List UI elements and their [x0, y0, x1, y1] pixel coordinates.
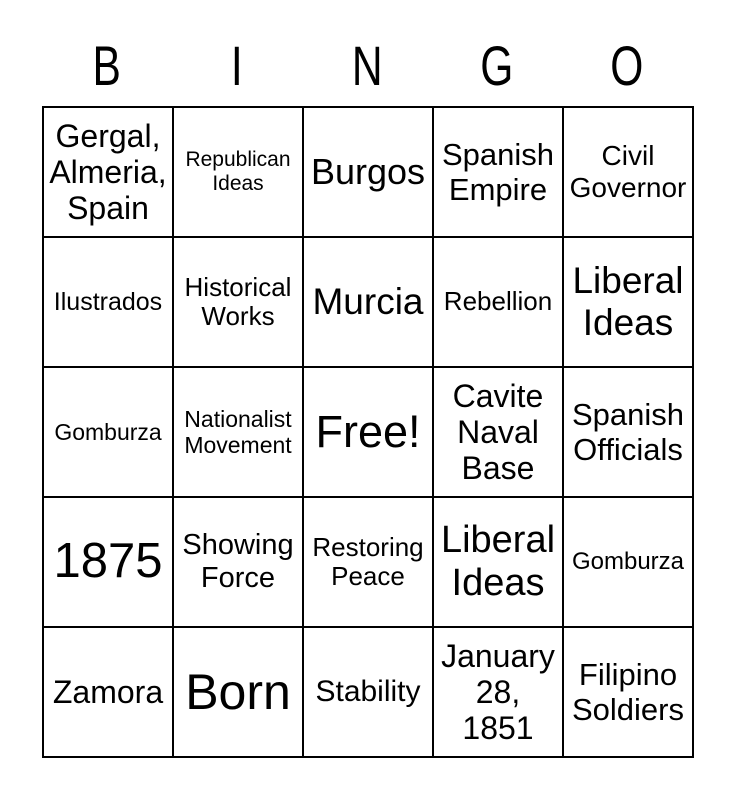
cell-r5c4[interactable]: January 28, 1851 — [434, 628, 564, 758]
cell-r3c1[interactable]: Gomburza — [44, 368, 174, 498]
title-letter-g: G — [480, 34, 514, 97]
cell-r4c1[interactable]: 1875 — [44, 498, 174, 628]
cell-r2c4[interactable]: Rebellion — [434, 238, 564, 368]
cell-r1c3[interactable]: Burgos — [304, 108, 434, 238]
cell-r4c5[interactable]: Gomburza — [564, 498, 694, 628]
bingo-card — [42, 0, 694, 758]
cell-r2c3[interactable]: Murcia — [304, 238, 434, 368]
cell-r5c3[interactable]: Stability — [304, 628, 434, 758]
cell-r1c1[interactable]: Gergal, Almeria, Spain — [44, 108, 174, 238]
cell-r2c1[interactable]: Ilustrados — [44, 238, 174, 368]
cell-r4c3[interactable]: Restoring Peace — [304, 498, 434, 628]
cell-r5c2[interactable]: Born — [174, 628, 304, 758]
title-letter-n: N — [351, 34, 383, 97]
title-letter-i: I — [231, 34, 243, 97]
cell-r3c5[interactable]: Spanish Officials — [564, 368, 694, 498]
cell-r5c5[interactable]: Filipino Soldiers — [564, 628, 694, 758]
cell-r3c4[interactable]: Cavite Naval Base — [434, 368, 564, 498]
cell-r1c5[interactable]: Civil Governor — [564, 108, 694, 238]
bingo-grid — [42, 106, 694, 758]
free-space-cell[interactable]: Free! — [304, 368, 434, 498]
cell-r3c2[interactable]: Nationalist Movement — [174, 368, 304, 498]
cell-r4c4[interactable]: Liberal Ideas — [434, 498, 564, 628]
title-letter-b: B — [92, 34, 122, 97]
cell-r2c5[interactable]: Liberal Ideas — [564, 238, 694, 368]
cell-r5c1[interactable]: Zamora — [44, 628, 174, 758]
cell-r4c2[interactable]: Showing Force — [174, 498, 304, 628]
title-letter-o: O — [610, 34, 644, 97]
cell-r1c4[interactable]: Spanish Empire — [434, 108, 564, 238]
cell-r2c2[interactable]: Historical Works — [174, 238, 304, 368]
cell-r1c2[interactable]: Republican Ideas — [174, 108, 304, 238]
bingo-title — [42, 0, 694, 106]
